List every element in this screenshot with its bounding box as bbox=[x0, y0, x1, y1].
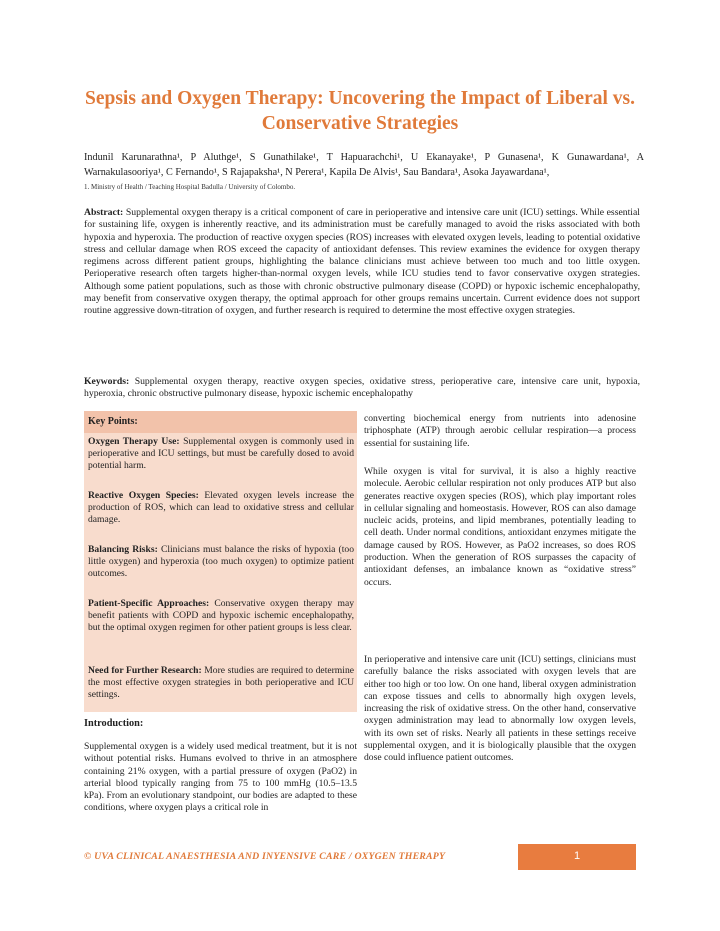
key-point-text: More studies are required to determine the most effective oxygen strategies in both perioperative and ICU settings. bbox=[88, 665, 354, 701]
right-paragraph-2: While oxygen is vital for survival, it is also a highly reactive molecule. Aerobic cellular respiration not only produces ATP but also generates reactive oxygen species (ROS), which play important roles in cellular signaling and homeostasis. However, ROS can also damage nucleic acids, proteins, and lipid membranes, potentially leading to cell death. Under normal conditions, antioxidant enzymes mitigate the damage caused by ROS. However, as PaO2 increases, so does ROS production. When the generation of ROS surpasses the capacity of antioxidant defenses, an imbalance known as “oxidative stress” occurs. bbox=[364, 466, 636, 588]
right-paragraph-3: In perioperative and intensive care unit (ICU) settings, clinicians must carefully balance the risks associated with oxygen levels that are either too high or too low. On one hand, liberal oxygen administration can expose tissues and cells to abnormally high oxygen levels, increasing the risk of oxidative stress. On the other hand, conservative oxygen administration may lead to abnormally low oxygen levels, with its own set of risks. Nearly all patients in these settings receive supplemental oxygen, and it is biologically plausible that the oxygen dose could influence patient outcomes. bbox=[364, 654, 636, 764]
key-point-text: Clinicians must balance the risks of hypoxia (too little oxygen) and hyperoxia (too much oxygen) to optimize patient outcomes. bbox=[88, 544, 355, 580]
key-point-label: Patient-Specific Approaches: bbox=[88, 598, 210, 609]
introduction-heading: Introduction: bbox=[84, 718, 144, 729]
key-point-text: Supplemental oxygen is commonly used in perioperative and ICU settings, but must be carefully dosed to avoid potential harm. bbox=[88, 436, 354, 472]
key-point-text: Elevated oxygen levels increase the production of ROS, which can lead to oxidative stress and cellular damage. bbox=[88, 490, 354, 526]
abstract-label: Abstract: bbox=[84, 207, 124, 218]
page-number: 1 bbox=[573, 850, 581, 862]
abstract-text: Supplemental oxygen therapy is a critical component of care in perioperative and intensive care unit (ICU) settings. While essential for sustaining life, oxygen is inherently reactive, and its administration must be carefully managed to avoid the risks associated with both hypoxia and hyperoxia. The production of reactive oxygen species (ROS) increases with elevated oxygen levels, leading to potential oxidative stress and cellular damage when ROS exceed the capacity of antioxidant defenses. This review examines the evidence for oxygen therapy regimens across different patient groups, highlighting the balance clinicians must achieve between too much and too little oxygen. Perioperative research often targets higher-than-normal oxygen levels, while ICU studies tend to favor conservative oxygen strategies. Although some patient populations, such as those with chronic obstructive pulmonary disease (COPD) or hypoxic ischemic encephalopathy, may benefit from conservative oxygen therapy, the optimal approach for other groups remains uncertain. Current evidence does not support routine aggressive down-titration of oxygen, and further research is required to determine the most effective oxygen strategies. bbox=[84, 207, 640, 317]
key-point-balancing-risks bbox=[88, 544, 354, 581]
paper-title: Sepsis and Oxygen Therapy: Uncovering the Impact of Liberal vs. Conservative Strategies bbox=[85, 88, 635, 134]
keywords-text: Supplemental oxygen therapy, reactive oxygen species, oxidative stress, perioperative care, intensive care unit, hypoxia, hyperoxia, chronic obstructive pulmonary disease, hypoxic ischemic encephalopathy bbox=[84, 376, 640, 400]
key-point-text: Conservative oxygen therapy may benefit patients with COPD and hypoxic ischemic encephalopathy, but the optimal oxygen regimen for other patient groups is less clear. bbox=[88, 598, 354, 634]
page-footer bbox=[84, 844, 636, 870]
key-points-header bbox=[84, 411, 357, 433]
key-point-label: Balancing Risks: bbox=[88, 544, 158, 555]
introduction-text: Supplemental oxygen is a widely used medical treatment, but it is not without potential risks. Humans evolved to thrive in an atmosphere containing 21% oxygen, with a partial pressure of oxygen (PaO2) in arterial blood typically ranging from 75 to 100 mmHg (10.5–13.5 kPa). From an evolutionary standpoint, our bodies are adapted to these conditions, where oxygen plays a critical role in bbox=[84, 741, 357, 814]
key-points-box bbox=[84, 411, 357, 712]
key-point-oxygen-therapy-use bbox=[88, 436, 354, 473]
author-list: Indunil Karunarathna¹, P Aluthge¹, S Gunathilake¹, T Hapuarachchi¹, U Ekanayake¹, P Gunasena¹, K Gunawardana¹, A Warnakulasooriya¹, C Fernando¹, S Rajapaksha¹, N Perera¹, Kapila De Alvis¹, Sau Bandara¹, Asoka Jayawardana¹, bbox=[84, 152, 644, 178]
right-paragraph-1: converting biochemical energy from nutrients into adenosine triphosphate (ATP) through aerobic cellular respiration—a process essential for sustaining life. bbox=[364, 413, 636, 449]
key-point-label: Oxygen Therapy Use: bbox=[88, 436, 180, 447]
abstract bbox=[84, 207, 640, 318]
affiliation: 1. Ministry of Health / Teaching Hospital Badulla / University of Colombo. bbox=[84, 183, 296, 191]
key-points-heading: Key Points: bbox=[88, 416, 138, 427]
key-point-patient-specific-approaches bbox=[88, 598, 354, 635]
page-number-box bbox=[518, 844, 636, 870]
keywords bbox=[84, 376, 640, 401]
key-point-label: Need for Further Research: bbox=[88, 665, 202, 676]
key-point-reactive-oxygen-species bbox=[88, 490, 354, 527]
key-point-label: Reactive Oxygen Species: bbox=[88, 490, 199, 501]
keywords-label: Keywords: bbox=[84, 376, 130, 387]
footer-text: © UVA CLINICAL ANAESTHESIA AND INYENSIVE CARE / OXYGEN THERAPY bbox=[84, 851, 446, 862]
key-point-further-research bbox=[88, 665, 354, 702]
